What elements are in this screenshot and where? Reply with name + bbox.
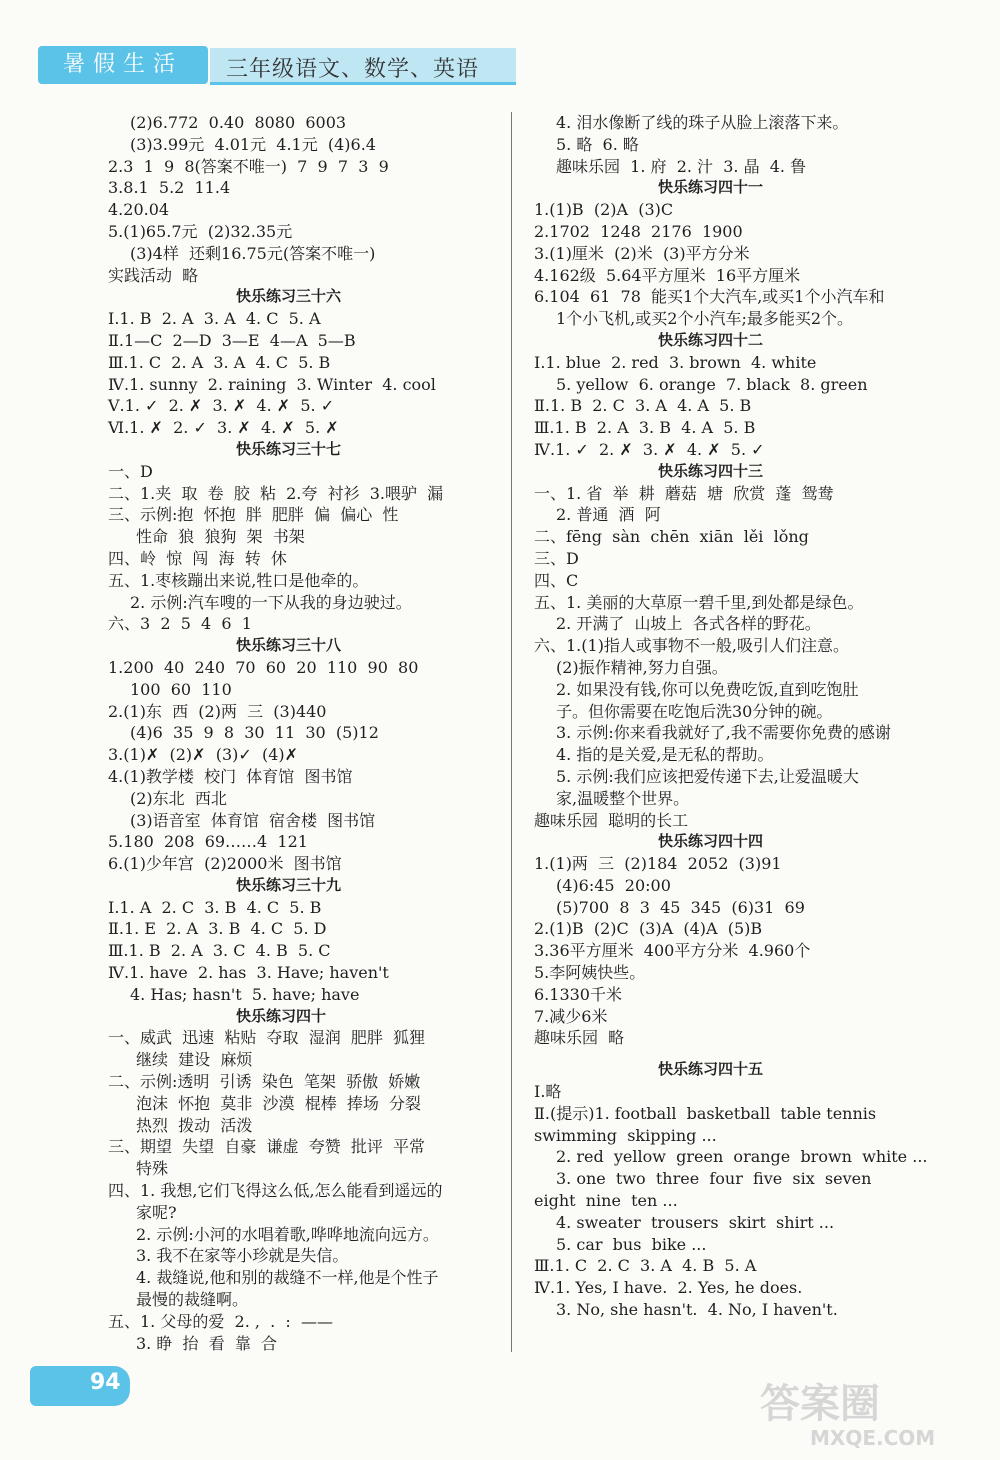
answer-line: 趣味乐园 聪明的长工	[534, 810, 689, 830]
answer-line: 二、fēng sàn chēn xiān lěi lǒng	[534, 527, 809, 547]
answer-line: Ⅲ.1. C 2. C 3. A 4. B 5. A	[534, 1256, 757, 1276]
answer-line: Ⅰ.1. blue 2. red 3. brown 4. white	[534, 352, 817, 372]
answer-line: 最慢的裁缝啊。	[136, 1290, 249, 1310]
answer-line: 一、1. 省 举 耕 蘑菇 塘 欣赏 蓬 鸳鸯	[534, 483, 834, 503]
answer-line: 6.1330千米	[534, 984, 622, 1004]
answer-line: 1.200 40 240 70 60 20 110 90 80	[108, 657, 419, 677]
answer-line: 3.36平方厘米 400平方分米 4.960个	[534, 941, 811, 961]
answer-line: 热烈 拨动 活泼	[136, 1115, 253, 1135]
answer-line: (3)3.99元 4.01元 4.1元 (4)6.4	[130, 134, 376, 154]
answer-line: Ⅱ.1. E 2. A 3. B 4. C 5. D	[108, 919, 327, 939]
answer-line: 一、威武 迅速 粘贴 夺取 湿润 肥胖 狐狸	[108, 1028, 426, 1048]
answer-line: 3. 我不在家等小珍就是失信。	[136, 1246, 349, 1266]
answer-line: 4.(1)教学楼 校门 体育馆 图书馆	[108, 766, 353, 786]
header-title: 三年级语文、数学、英语	[226, 57, 480, 82]
answer-line: 2. 示例:小河的水唱着歌,哗哗地流向远方。	[136, 1224, 439, 1244]
answer-line: swimming skipping ...	[534, 1125, 717, 1145]
answer-line: Ⅴ.1. ✓ 2. ✗ 3. ✗ 4. ✗ 5. ✓	[108, 396, 335, 416]
page-number: 94	[90, 1370, 121, 1395]
answer-line: 3. 示例:你来看我就好了,我不需要你免费的感谢	[556, 723, 891, 743]
answer-line: 趣味乐园 略	[534, 1028, 625, 1048]
answer-line: (3)语音室 体育馆 宿舍楼 图书馆	[130, 810, 376, 830]
answer-line: 6.(1)少年宫 (2)2000米 图书馆	[108, 854, 342, 874]
answer-line: 二、1.夹 取 卷 胶 粘 2.夸 衬衫 3.喂驴 漏	[108, 483, 444, 503]
answer-line: 5. yellow 6. orange 7. black 8. green	[556, 374, 868, 394]
answer-line: 4. 泪水像断了线的珠子从脸上滚落下来。	[556, 113, 849, 132]
answer-line: 四、C	[534, 570, 579, 590]
answer-line: 六、3 2 5 4 6 1	[108, 614, 252, 634]
section-heading: 快乐练习四十一	[658, 178, 764, 197]
answer-line: 2.3 1 9 8(答案不唯一) 7 9 7 3 9	[108, 156, 389, 176]
answer-line: 三、示例:抱 怀抱 胖 肥胖 偏 偏心 性	[108, 505, 399, 525]
answer-line: 4. Has; hasn't 5. have; have	[130, 984, 360, 1004]
answer-line: 五、1.枣核蹦出来说,牲口是他牵的。	[108, 570, 369, 590]
answer-line: 六、1.(1)指人或事物不一般,吸引人们注意。	[534, 636, 850, 656]
answer-line: Ⅲ.1. B 2. A 3. B 4. A 5. B	[534, 418, 756, 438]
section-heading: 快乐练习四十二	[658, 330, 764, 349]
answer-line: 特殊	[136, 1159, 169, 1179]
answer-line: Ⅱ.1. B 2. C 3. A 4. A 5. B	[534, 396, 752, 416]
answer-line: 2. 普通 酒 阿	[556, 505, 661, 525]
section-heading: 快乐练习三十八	[236, 636, 342, 655]
answer-line: 5.(1)65.7元 (2)32.35元	[108, 221, 293, 241]
watermark-site: MXQE.COM	[810, 1426, 936, 1450]
answer-line: 3. No, she hasn't. 4. No, I haven't.	[556, 1300, 838, 1320]
answer-line: 3.(1)✗ (2)✗ (3)✓ (4)✗	[108, 745, 299, 765]
answer-line: 五、1. 父母的爱 2. , . : ——	[108, 1311, 333, 1331]
left-column	[108, 112, 500, 1354]
answer-line: 5. 略 6. 略	[556, 134, 639, 154]
section-heading: 快乐练习三十六	[236, 287, 342, 306]
answer-line: 3.(1)厘米 (2)米 (3)平方分米	[534, 243, 750, 263]
answer-line: 4. sweater trousers skirt shirt ...	[556, 1212, 835, 1232]
answer-line: 一、D	[108, 461, 153, 481]
answer-line: 2. 如果没有钱,你可以免费吃饭,直到吃饱肚	[556, 679, 859, 699]
answer-line: eight nine ten ...	[534, 1191, 678, 1211]
answer-line: 泡沫 怀抱 莫非 沙漠 棍棒 捧场 分裂	[136, 1093, 422, 1113]
section-heading: 快乐练习三十九	[236, 875, 342, 894]
answer-line: 4. 裁缝说,他和别的裁缝不一样,他是个性子	[136, 1268, 439, 1288]
page-header	[30, 44, 490, 88]
section-heading: 快乐练习四十	[236, 1006, 327, 1025]
answer-line: Ⅰ.略	[534, 1082, 562, 1102]
answer-line: 3. 睁 抬 看 靠 合	[136, 1333, 278, 1353]
answer-line: 4. 指的是关爱,是无私的帮助。	[556, 745, 774, 765]
watermark-logo: 答案圈	[760, 1381, 880, 1427]
answer-line: 2.(1)东 西 (2)两 三 (3)440	[108, 701, 327, 721]
answer-line: 四、1. 我想,它们飞得这么低,怎么能看到遥远的	[108, 1181, 443, 1201]
answer-line: 1.(1)B (2)A (3)C	[534, 200, 674, 220]
answer-line: 家,温暖整个世界。	[556, 788, 690, 808]
answer-line: 1.(1)两 三 (2)184 2052 (3)91	[534, 854, 782, 874]
answer-line: (2)振作精神,努力自强。	[556, 657, 728, 677]
answer-line: Ⅰ.1. B 2. A 3. A 4. C 5. A	[108, 309, 321, 329]
answer-line: Ⅵ.1. ✗ 2. ✓ 3. ✗ 4. ✗ 5. ✗	[108, 418, 339, 438]
answer-line: 三、D	[534, 548, 579, 568]
section-heading: 快乐练习四十四	[658, 832, 764, 851]
answer-line: 实践活动 略	[108, 265, 199, 285]
answer-line: 6.104 61 78 能买1个大汽车,或买1个小汽车和	[534, 287, 885, 307]
answer-line: 1个小飞机,或买2个小汽车;最多能买2个。	[556, 309, 854, 329]
answer-line: 5.180 208 69……4 121	[108, 832, 308, 852]
section-heading: 快乐练习四十五	[658, 1060, 764, 1079]
answer-line: Ⅳ.1. Yes, I have. 2. Yes, he does.	[534, 1278, 803, 1298]
section-heading: 快乐练习三十七	[236, 439, 342, 458]
right-column	[534, 112, 934, 1321]
answer-line: (3)4样 还剩16.75元(答案不唯一)	[130, 243, 376, 263]
answer-line: Ⅳ.1. ✓ 2. ✗ 3. ✗ 4. ✗ 5. ✓	[534, 439, 765, 459]
answer-line: 5.李阿姨快些。	[534, 963, 646, 983]
answer-line: 2. 开满了 山坡上 各式各样的野花。	[556, 614, 821, 634]
answer-line: Ⅳ.1. sunny 2. raining 3. Winter 4. cool	[108, 374, 436, 394]
answer-line: 3. one two three four five six seven	[556, 1169, 872, 1189]
answer-line: Ⅰ.1. A 2. C 3. B 4. C 5. B	[108, 897, 322, 917]
answer-line: Ⅱ.1—C 2—D 3—E 4—A 5—B	[108, 330, 356, 350]
answer-line: 性命 狼 狼狗 架 书架	[136, 527, 305, 547]
answer-line: (5)700 8 3 45 345 (6)31 69	[556, 897, 805, 917]
section-heading: 快乐练习四十三	[658, 461, 764, 480]
answer-line: (4)6:45 20:00	[556, 875, 671, 895]
answer-line: 二、示例:透明 引诱 染色 笔架 骄傲 娇嫩	[108, 1072, 421, 1092]
answer-line: 五、1. 美丽的大草原一碧千里,到处都是绿色。	[534, 592, 864, 612]
answer-line: 继续 建设 麻烦	[136, 1050, 253, 1070]
answer-line: 家呢?	[136, 1202, 177, 1222]
answer-line: 2. 示例:汽车嗖的一下从我的身边驶过。	[130, 592, 412, 612]
answer-line: 2.1702 1248 2176 1900	[534, 221, 743, 241]
answer-line: Ⅲ.1. C 2. A 3. A 4. C 5. B	[108, 352, 331, 372]
answer-line: Ⅲ.1. B 2. A 3. C 4. B 5. C	[108, 941, 331, 961]
answer-line: 趣味乐园 1. 府 2. 汁 3. 晶 4. 鲁	[556, 156, 807, 176]
answer-line: 100 60 110	[130, 679, 232, 699]
answer-line: 2. red yellow green orange brown white ...	[556, 1147, 928, 1167]
answer-line: 子。但你需要在吃饱后洗30分钟的碗。	[556, 701, 833, 721]
answer-line: (2)6.772 0.40 8080 6003	[130, 113, 347, 132]
answer-line: Ⅱ.(提示)1. football basketball table tennis	[534, 1103, 877, 1123]
answer-line: (4)6 35 9 8 30 11 30 (5)12	[130, 723, 379, 743]
answer-line: 7.减少6米	[534, 1006, 608, 1026]
column-divider	[511, 112, 512, 1352]
answer-line: 5. car bus bike ...	[556, 1234, 707, 1254]
answer-line: (2)东北 西北	[130, 788, 227, 808]
answer-line: 5. 示例:我们应该把爱传递下去,让爱温暖大	[556, 766, 859, 786]
answer-line: 四、岭 惊 闯 海 转 休	[108, 548, 287, 568]
answer-line: 4.162级 5.64平方厘米 16平方厘米	[534, 265, 801, 285]
answer-line: 3.8.1 5.2 11.4	[108, 178, 231, 198]
answer-line: 三、期望 失望 自豪 谦虚 夸赞 批评 平常	[108, 1137, 426, 1157]
header-tab: 暑假生活	[38, 46, 208, 84]
answer-line: 2.(1)B (2)C (3)A (4)A (5)B	[534, 919, 763, 939]
answer-line: Ⅳ.1. have 2. has 3. Have; haven't	[108, 963, 389, 983]
answer-line: 4.20.04	[108, 200, 170, 220]
